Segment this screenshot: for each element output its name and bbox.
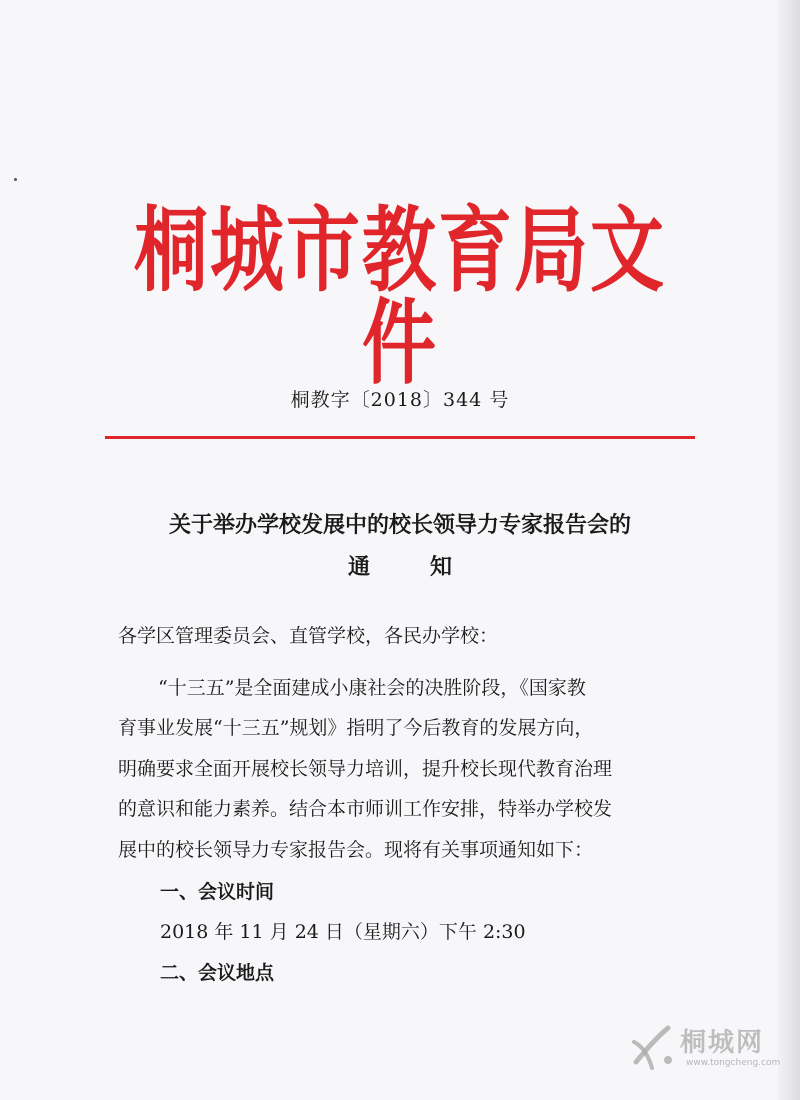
watermark-logo-icon bbox=[628, 1020, 678, 1076]
red-divider-rule bbox=[105, 436, 695, 439]
paragraph-line: “十三五”是全面建成小康社会的决胜阶段，《国家教 bbox=[158, 677, 586, 699]
document-masthead: 桐城市教育局文件 bbox=[134, 197, 666, 398]
site-watermark bbox=[628, 1020, 781, 1080]
watermark-url: www.tongcheng.com bbox=[686, 1058, 781, 1068]
document-title-line1: 关于举办学校发展中的校长领导力专家报告会的 bbox=[168, 513, 631, 538]
document-number: 桐教字〔2018〕344 号 bbox=[290, 389, 510, 411]
salutation: 各学区管理委员会、直管学校，各民办学校： bbox=[118, 625, 499, 647]
paragraph-line: 的意识和能力素养。结合本市师训工作安排，特举办学校发 bbox=[118, 798, 613, 820]
meeting-time: 2018 年 11 月 24 日（星期六）下午 2:30 bbox=[160, 921, 526, 943]
watermark-text: 桐城网 bbox=[680, 1028, 765, 1058]
document-title-line2: 通知 bbox=[347, 555, 512, 580]
paragraph-line: 育事业发展“十三五”规划》指明了今后教育的发展方向， bbox=[118, 717, 594, 739]
section-heading-location: 二、会议地点 bbox=[160, 962, 275, 984]
paragraph-line: 展中的校长领导力专家报告会。现将有关事项通知如下： bbox=[118, 839, 594, 861]
section-heading-time: 一、会议时间 bbox=[160, 881, 275, 903]
paragraph-line: 明确要求全面开展校长领导力培训，提升校长现代教育治理 bbox=[118, 758, 613, 780]
scan-speck bbox=[14, 178, 17, 181]
